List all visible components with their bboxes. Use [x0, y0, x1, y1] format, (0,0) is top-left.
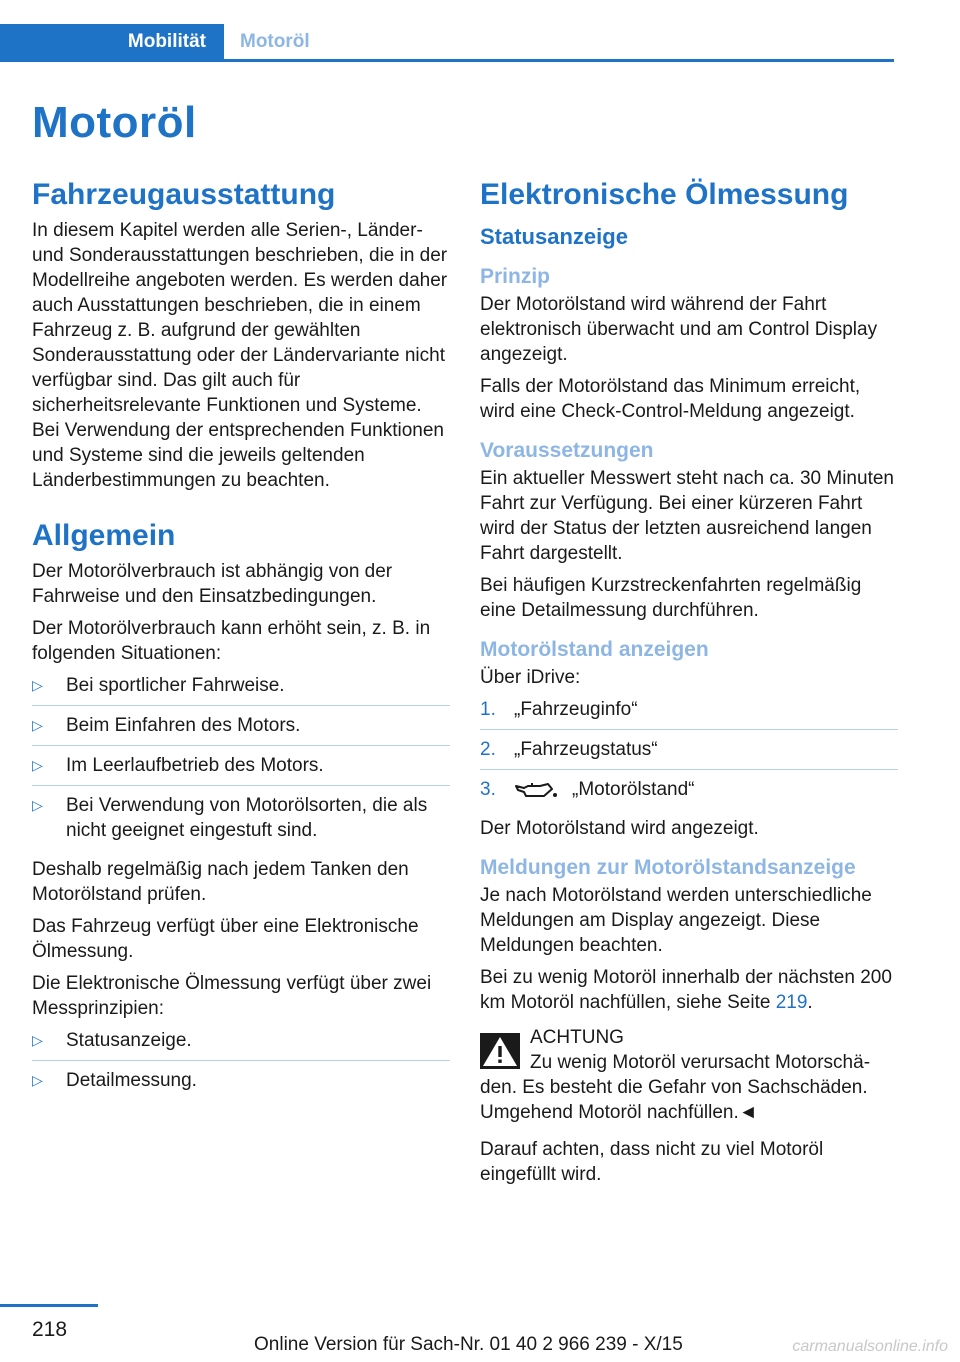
paragraph-ausstattung: In diesem Kapitel werden alle Serien-, Länder- und Sonderausstattungen beschrieben, die in der Modellreihe angeboten werden. Es werden daher auch Ausstattungen beschrieben, die in einem Fahrzeug z. B. aufgrund der gewählten Sonderausstattung oder der Ländervariante nicht verfügbar sind. Das gilt auch für sicherheitsrelevante Funktionen und Systeme. Bei Verwendung der entsprechenden Funktionen und Systeme sind die jeweils geltenden Länderbestimmungen zu beachten. — [32, 220, 448, 491]
list-item: 2. „Fahrzeugstatus“ — [480, 737, 898, 770]
page-number: 218 — [32, 1318, 68, 1341]
page-title: Motoröl — [32, 98, 197, 147]
list-item: ▷ Beim Einfahren des Motors. — [32, 713, 450, 746]
paragraph-voraussetzungen-1: Ein aktueller Messwert steht nach ca. 30 Minuten Fahrt zur Verfügung. Bei einer kürzeren Fahrt wird der Status der letzten ausreichend langen Fahrt dargestellt. — [480, 468, 894, 564]
watermark: carmanualsonline.info — [792, 1338, 948, 1355]
tab-mobilitaet[interactable]: Mobilität — [0, 24, 224, 59]
oil-can-icon — [514, 780, 558, 800]
list-item: 1. „Fahrzeuginfo“ — [480, 697, 898, 730]
messprinzip-list — [32, 1028, 450, 1100]
list-item: ▷ Bei Verwendung von Motorölsorten, die als nicht geeignet eingestuft sind. — [32, 795, 428, 841]
heading-voraussetzungen: Voraussetzungen — [480, 439, 654, 462]
heading-statusanzeige: Statusanzeige — [480, 224, 628, 249]
paragraph-meldungen-1: Je nach Motorölstand werden unterschiedliche Meldungen am Display angezeigt. Diese Meldungen beachten. — [480, 885, 872, 956]
triangle-bullet-icon: ▷ — [32, 717, 43, 733]
warning-text: den. Es besteht die Gefahr von Sachschäden. Umgehend Motoröl nachfüllen.◄ — [480, 1077, 868, 1123]
triangle-bullet-icon: ▷ — [32, 677, 43, 693]
triangle-bullet-icon: ▷ — [32, 1072, 43, 1088]
chapter-header — [0, 24, 894, 62]
paragraph-messprinzipien: Die Elektronische Ölmessung verfügt über zwei Messprinzipien: — [32, 973, 432, 1019]
idrive-steps — [480, 697, 898, 809]
online-version-note: Online Version für Sach-Nr. 01 40 2 966 239 - X/15 — [254, 1334, 683, 1355]
list-item: ▷ Statusanzeige. — [32, 1028, 450, 1061]
paragraph-idrive: Über iDrive: — [480, 667, 581, 688]
list-item: 3. „Motorölstand“ — [480, 779, 695, 800]
paragraph-pruefen: Deshalb regelmäßig nach jedem Tanken den Motorölstand prüfen. — [32, 859, 409, 905]
paragraph-prinzip-1: Der Motorölstand wird während der Fahrt elektronisch überwacht und am Control Display angezeigt. — [480, 294, 878, 365]
warning-box — [480, 1025, 898, 1125]
paragraph-prinzip-2: Falls der Motorölstand das Minimum erreicht, wird eine Check-Control-Meldung angezeigt. — [480, 376, 861, 422]
situation-list — [32, 673, 450, 850]
page-link-219[interactable]: 219 — [775, 992, 808, 1013]
heading-motoroelstand-anzeigen: Motorölstand anzeigen — [480, 638, 709, 661]
paragraph-voraussetzungen-2: Bei häufigen Kurzstreckenfahrten regelmäßig eine Detailmessung durchführen. — [480, 575, 862, 621]
heading-allgemein: Allgemein — [32, 519, 176, 552]
warning-title: ACHTUNG — [530, 1027, 624, 1048]
tab-motoroel[interactable]: Motoröl — [240, 31, 310, 52]
right-column — [480, 178, 898, 1194]
paragraph-oelmessung: Das Fahrzeug verfügt über eine Elektronische Ölmessung. — [32, 916, 419, 962]
triangle-bullet-icon: ▷ — [32, 1032, 43, 1048]
paragraph-situationen: Der Motorölverbrauch kann erhöht sein, z. B. in folgenden Situationen: — [32, 618, 431, 664]
triangle-bullet-icon: ▷ — [32, 757, 43, 773]
list-item: ▷ Bei sportlicher Fahrweise. — [32, 673, 450, 706]
paragraph-nicht-zu-viel: Darauf achten, dass nicht zu viel Motoröl eingefüllt wird. — [480, 1139, 824, 1185]
paragraph-meldungen-2: Bei zu wenig Motoröl innerhalb der nächsten 200 km Motoröl nachfüllen, siehe Seite 219. — [480, 967, 892, 1013]
heading-fahrzeugausstattung: Fahrzeugausstattung — [32, 178, 336, 211]
triangle-bullet-icon: ▷ — [32, 797, 43, 813]
warning-text-line1: Zu wenig Motoröl verursacht Motorschä- — [530, 1052, 871, 1073]
heading-prinzip: Prinzip — [480, 265, 551, 288]
left-column — [32, 178, 450, 1107]
paragraph-angezeigt: Der Motorölstand wird angezeigt. — [480, 818, 759, 839]
list-item: ▷ Detailmessung. — [32, 1070, 197, 1091]
list-item: ▷ Im Leerlaufbetrieb des Motors. — [32, 753, 450, 786]
heading-meldungen: Meldungen zur Motorölstandsanzeige — [480, 856, 856, 879]
heading-elektronische-oelmessung: Elektronische Ölmessung — [480, 178, 849, 211]
paragraph-verbrauch: Der Motorölverbrauch ist abhängig von der Fahrweise und den Einsatzbedingungen. — [32, 561, 393, 607]
footer-rule — [0, 1304, 98, 1307]
warning-triangle-icon — [480, 1033, 520, 1069]
